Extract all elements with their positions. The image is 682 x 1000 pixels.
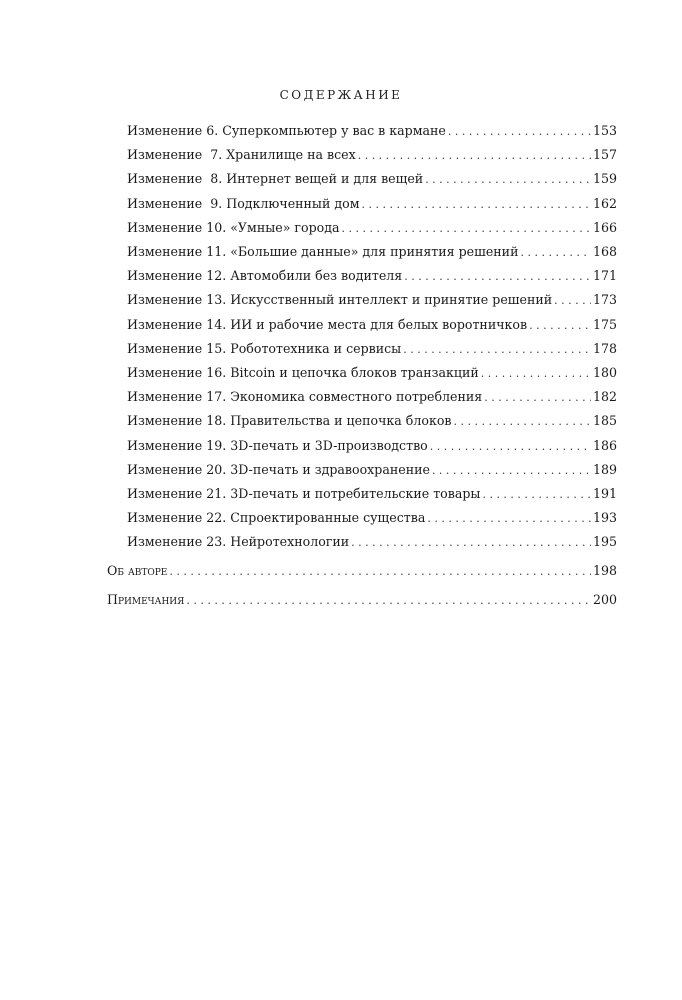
toc-dot-leader	[362, 195, 591, 215]
toc-entry-page-number: 157	[592, 147, 617, 163]
toc-entry-label: Изменение 9. Подключенный дом	[127, 195, 360, 211]
toc-entry[interactable]	[127, 290, 617, 310]
toc-entry-page-number: 178	[592, 340, 617, 356]
toc-entry-label: Изменение 14. ИИ и рабочие места для белых воротничков	[127, 316, 528, 332]
toc-entry[interactable]	[127, 242, 617, 262]
toc-title: СОДЕРЖАНИЕ	[279, 88, 403, 102]
toc-dot-leader	[554, 291, 591, 311]
toc-entry[interactable]	[127, 436, 617, 456]
toc-entry[interactable]	[127, 508, 617, 528]
toc-entry-label: Изменение 19. 3D-печать и 3D-производство	[127, 437, 428, 453]
toc-dot-leader	[169, 562, 591, 582]
toc-entry-page-number: 185	[592, 413, 617, 429]
toc-top-entry-label: Примечания	[107, 592, 185, 607]
toc-entry-page-number: 189	[592, 461, 617, 477]
toc-dot-leader	[481, 364, 591, 384]
toc-dot-leader	[351, 533, 591, 553]
toc-entry[interactable]	[127, 145, 617, 165]
toc-entry[interactable]	[127, 194, 617, 214]
toc-top-entry-page-number: 200	[592, 592, 617, 607]
toc-dot-leader	[427, 509, 591, 529]
toc-entry-page-number: 159	[592, 171, 617, 187]
toc-entry[interactable]	[127, 363, 617, 383]
toc-entry-page-number: 180	[592, 365, 617, 380]
toc-entry-page-number: 186	[592, 437, 617, 453]
toc-entry-label: Изменение 8. Интернет вещей и для вещей	[127, 171, 424, 187]
toc-dot-leader	[482, 485, 591, 505]
toc-dot-leader	[484, 388, 591, 408]
toc-entry[interactable]	[127, 484, 617, 504]
toc-entry-page-number: 153	[592, 123, 617, 138]
toc-dot-leader	[454, 412, 591, 432]
toc-dot-leader	[186, 591, 591, 611]
toc-top-entry-label: Об авторе	[107, 563, 168, 578]
toc-entry[interactable]	[127, 218, 617, 238]
toc-entry-page-number: 168	[592, 244, 617, 259]
toc-entry[interactable]	[127, 266, 617, 286]
toc-entry-label: Изменение 23. Нейротехнологии	[127, 534, 350, 550]
toc-entry-label: Изменение 18. Правительства и цепочка блоков	[127, 413, 452, 429]
toc-dot-leader	[432, 461, 591, 481]
toc-entry[interactable]	[127, 387, 617, 407]
toc-entry[interactable]	[127, 532, 617, 552]
toc-entry-page-number: 166	[592, 219, 617, 235]
toc-top-entry[interactable]	[107, 561, 617, 581]
toc-entry-label: Изменение 21. 3D-печать и потребительские товары	[127, 486, 481, 501]
toc-entry-label: Изменение 11. «Большие данные» для принятия решений	[127, 244, 519, 259]
toc-dot-leader	[529, 316, 591, 336]
toc-entry[interactable]	[127, 315, 617, 335]
toc-entry-page-number: 191	[592, 486, 617, 501]
toc-entry-label: Изменение 20. 3D-печать и здравоохранение	[127, 461, 430, 477]
toc-entry-label: Изменение 12. Автомобили без водителя	[127, 268, 403, 284]
toc-entry-page-number: 182	[592, 389, 617, 405]
toc-entry-label: Изменение 13. Искусственный интеллект и принятие решений	[127, 292, 553, 308]
toc-entry[interactable]	[127, 339, 617, 359]
toc-entry-label: Изменение 22. Спроектированные существа	[127, 510, 426, 526]
toc-entry-page-number: 171	[592, 268, 617, 284]
toc-dot-leader	[342, 219, 591, 239]
toc-entry[interactable]	[127, 121, 617, 141]
toc-dot-leader	[425, 170, 591, 190]
toc-dot-leader	[403, 340, 591, 360]
toc-top-entry[interactable]	[107, 590, 617, 610]
toc-entry-label: Изменение 16. Bitcoin и цепочка блоков транзакций	[127, 365, 479, 380]
toc-dot-leader	[520, 243, 590, 263]
toc-dot-leader	[430, 437, 591, 457]
toc-top-entry-page-number: 198	[592, 563, 617, 578]
toc-entry-label: Изменение 6. Суперкомпьютер у вас в кармане	[127, 123, 446, 138]
toc-entry[interactable]	[127, 460, 617, 480]
toc-dot-leader	[358, 146, 591, 166]
toc-dot-leader	[448, 122, 591, 142]
toc-entry-page-number: 162	[592, 195, 617, 211]
toc-entry-label: Изменение 15. Робототехника и сервисы	[127, 340, 402, 356]
toc-entry-label: Изменение 10. «Умные» города	[127, 219, 340, 235]
toc-entry-page-number: 175	[592, 316, 617, 332]
toc-entry-label: Изменение 17. Экономика совместного потребления	[127, 389, 483, 405]
toc-dot-leader	[404, 267, 591, 287]
toc-entry-page-number: 173	[592, 292, 617, 308]
toc-entry[interactable]	[127, 411, 617, 431]
toc-entry-page-number: 193	[592, 510, 617, 526]
toc-entry-page-number: 195	[592, 534, 617, 550]
toc-entry[interactable]	[127, 169, 617, 189]
toc-entry-label: Изменение 7. Хранилище на всех	[127, 147, 356, 163]
